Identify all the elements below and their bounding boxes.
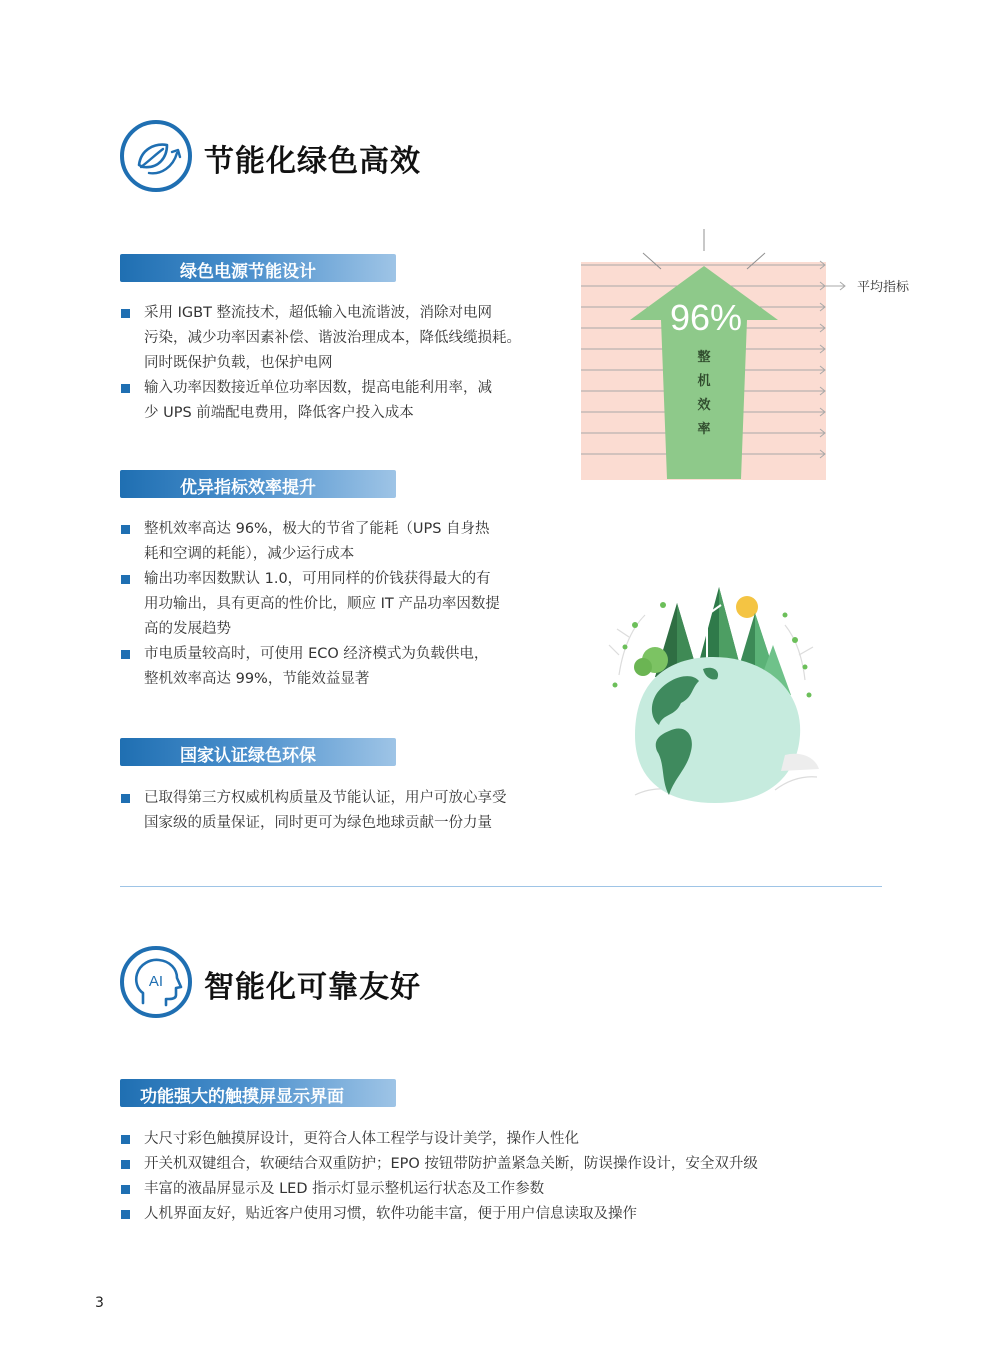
line: 输出功率因数默认 1.0，可用同样的价钱获得最大的有 <box>144 571 491 587</box>
subheading-bar <box>120 254 396 282</box>
list-item <box>120 1127 880 1152</box>
list-item <box>120 1152 880 1177</box>
list-item <box>120 517 540 567</box>
line: 输入功率因数接近单位功率因数，提高电能利用率，减 <box>144 380 492 396</box>
list-item <box>120 1202 880 1227</box>
line: 整机效率高达 99%，节能效益显著 <box>144 671 370 687</box>
caption-char: 效 <box>697 398 711 413</box>
line: 国家级的质量保证，同时更可为绿色地球贡献一份力量 <box>144 815 492 831</box>
line: 大尺寸彩色触摸屏设计，更符合人体工程学与设计美学，操作人性化 <box>144 1131 579 1147</box>
subheading-bar <box>120 470 396 498</box>
line: 丰富的液晶屏显示及 LED 指示灯显示整机运行状态及工作参数 <box>144 1181 545 1197</box>
bullet-list <box>120 301 540 426</box>
efficiency-graphic <box>575 225 920 487</box>
list-item <box>120 1177 880 1202</box>
bullet-square-icon <box>121 384 130 393</box>
line: 已取得第三方权威机构质量及节能认证，用户可放心享受 <box>144 790 507 806</box>
bullet-square-icon <box>121 525 130 534</box>
subheading-bar <box>120 1079 396 1107</box>
line: 市电质量较高时，可使用 ECO 经济模式为负载供电， <box>144 646 489 662</box>
reference-label: 平均指标 <box>857 280 910 295</box>
bullet-square-icon <box>121 1135 130 1144</box>
list-item <box>120 376 540 426</box>
line: 用功输出，具有更高的性价比，顺应 IT 产品功率因数提 <box>144 596 500 612</box>
line: 开关机双键组合，软硬结合双重防护；EPO 按钮带防护盖紧急关断，防误操作设计，安全双升级 <box>144 1156 758 1172</box>
page-number: 3 <box>95 1295 104 1311</box>
line: 耗和空调的耗能），减少运行成本 <box>144 546 355 562</box>
bullet-square-icon <box>121 650 130 659</box>
bullet-square-icon <box>121 309 130 318</box>
ai-label: AI <box>148 973 164 990</box>
efficiency-value: 96% <box>669 297 743 338</box>
line: 污染，减少功率因素补偿、谐波治理成本，降低线缆损耗。 <box>144 330 521 346</box>
bullet-square-icon <box>121 1160 130 1169</box>
subheading: 功能强大的触摸屏显示界面 <box>140 1087 344 1107</box>
ai-head-icon <box>119 945 193 1019</box>
line: 人机界面友好，贴近客户使用习惯，软件功能丰富，便于用户信息读取及操作 <box>144 1206 637 1222</box>
subheading: 国家认证绿色环保 <box>180 746 316 766</box>
green-earth-with-trees-icon <box>595 585 830 810</box>
section-title: 节能化绿色高效 <box>204 144 421 179</box>
line: 采用 IGBT 整流技术，超低输入电流谐波，消除对电网 <box>144 305 493 321</box>
line: 少 UPS 前端配电费用，降低客户投入成本 <box>144 405 414 421</box>
bullet-list <box>120 1127 880 1227</box>
bullet-list <box>120 786 560 836</box>
subheading-bar <box>120 738 396 766</box>
section-title: 智能化可靠友好 <box>204 970 421 1005</box>
leaf-growth-icon <box>119 119 193 193</box>
line: 整机效率高达 96%，极大的节省了能耗（UPS 自身热 <box>144 521 490 537</box>
bullet-square-icon <box>121 794 130 803</box>
line: 高的发展趋势 <box>144 621 231 637</box>
subheading: 绿色电源节能设计 <box>180 262 316 282</box>
section-divider <box>120 886 882 887</box>
subheading: 优异指标效率提升 <box>180 478 316 498</box>
list-item <box>120 642 540 692</box>
bullet-square-icon <box>121 1185 130 1194</box>
list-item <box>120 786 560 836</box>
list-item <box>120 567 540 642</box>
bullet-list <box>120 517 540 692</box>
caption-char: 整 <box>697 350 711 365</box>
caption-char: 机 <box>697 374 711 389</box>
bullet-square-icon <box>121 575 130 584</box>
caption-char: 率 <box>697 422 711 437</box>
bullet-square-icon <box>121 1210 130 1219</box>
line: 同时既保护负载，也保护电网 <box>144 355 333 371</box>
list-item <box>120 301 540 376</box>
